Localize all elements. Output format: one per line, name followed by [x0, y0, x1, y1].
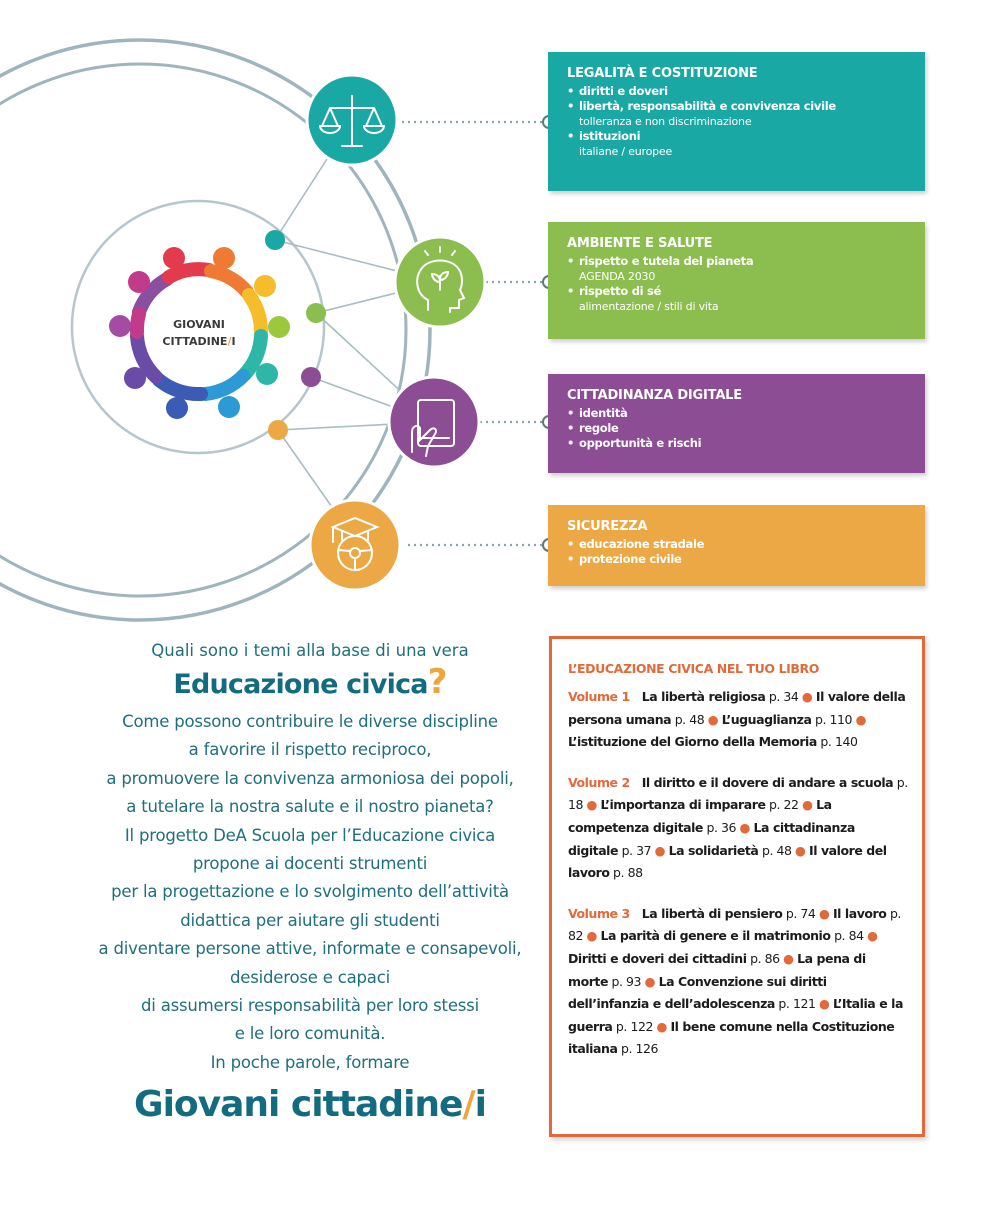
bullet-dot: ●: [583, 928, 601, 944]
intro-line: e le loro comunità.: [234, 1024, 386, 1044]
intro-line: a tutelare la nostra salute e il nostro pianeta?: [126, 797, 494, 817]
theme-subitem: italiane / europee: [579, 145, 673, 158]
intro-heading: Educazione civica?: [173, 662, 447, 702]
intro-line: In poche parole, formare: [210, 1052, 410, 1072]
intro-line: propone ai docenti strumenti: [192, 854, 428, 874]
theme-box-ambiente: [548, 222, 925, 339]
theme-item: • libertà, responsabilità e convivenza civile: [567, 99, 907, 114]
center-label-line2: CITTADINE/I: [162, 335, 236, 348]
dot-teal: [265, 230, 285, 250]
topic-page: p. 22: [769, 797, 799, 813]
theme-subitem: alimentazione / stili di vita: [579, 300, 719, 313]
center-people-ring: [109, 247, 290, 419]
digitale-circle: [389, 377, 479, 467]
dotted-connectors: [396, 122, 543, 545]
topic-title: La competenza digitale: [568, 797, 832, 835]
volume-entry: [568, 772, 908, 885]
bullet-dot: ●: [779, 950, 798, 966]
theme-item: • istituzioni: [567, 129, 907, 144]
volumes-list: [568, 686, 908, 1061]
topic-page: p. 36: [706, 819, 737, 835]
theme-box-sicurezza: [548, 505, 925, 586]
intro-question: Quali sono i temi alla base di una vera: [151, 641, 469, 660]
topic-title: La parità di genere e il matrimonio: [600, 928, 831, 944]
dot-orange: [268, 420, 288, 440]
closing-title: Giovani cittadine/i: [134, 1084, 486, 1126]
topic-title: Il diritto e il dovere di andare a scuola: [641, 774, 894, 790]
intro-paragraph: [60, 708, 560, 1077]
bullet-dot: ●: [652, 1018, 671, 1034]
topic-title: L’istituzione del Giorno della Memoria: [568, 734, 817, 750]
theme-title: SICUREZZA: [567, 519, 648, 534]
topic-page: p. 93: [611, 973, 642, 989]
theme-item: • educazione stradale: [567, 537, 907, 552]
topic-title: La libertà religiosa: [641, 689, 766, 704]
bullet-dot: ●: [815, 996, 833, 1012]
intro-line: per la progettazione e lo svolgimento dell’attività: [111, 882, 509, 902]
topic-title: L’importanza di imparare: [600, 797, 766, 813]
topic-title: Il valore della persona umana: [568, 689, 906, 727]
topic-page: p. 88: [613, 865, 643, 881]
topic-title: L’Italia e la guerra: [568, 996, 903, 1034]
volume-label: Volume 2: [568, 774, 630, 790]
theme-item: • diritti e doveri: [567, 84, 907, 99]
bullet-dot: ●: [863, 928, 878, 944]
theme-box-legalita: [548, 52, 925, 191]
legalita-circle: [307, 75, 397, 165]
ambiente-circle: [395, 237, 485, 327]
bullet-dot: ●: [641, 973, 659, 989]
topic-title: La solidarietà: [668, 842, 759, 858]
topic-page: p. 37: [621, 842, 652, 858]
bullet-dot: ●: [583, 797, 601, 813]
bullet-dot: ●: [704, 711, 722, 727]
theme-item: • regole: [567, 421, 907, 436]
theme-item: • opportunità e rischi: [567, 436, 907, 451]
bullet-dot: ●: [798, 689, 816, 704]
book-title: L’EDUCAZIONE CIVICA NEL TUO LIBRO: [568, 661, 819, 676]
dot-purple: [301, 367, 321, 387]
volume-entry: [568, 686, 908, 754]
bullet-dot: ●: [736, 819, 754, 835]
topic-title: Il lavoro: [832, 905, 887, 921]
intro-line: di assumersi responsabilità per loro stessi: [141, 996, 479, 1016]
theme-title: AMBIENTE E SALUTE: [567, 236, 713, 251]
connector-lines: [275, 120, 440, 540]
topic-title: La Convenzione sui diritti dell’infanzia e dell’adolescenza: [568, 973, 827, 1012]
theme-title: LEGALITÀ E COSTITUZIONE: [567, 66, 758, 81]
bullet-dot: ●: [815, 905, 833, 921]
topic-title: Il valore del lavoro: [568, 842, 887, 881]
bullet-dot: ●: [798, 797, 817, 813]
theme-title: CITTADINANZA DIGITALE: [567, 388, 742, 403]
dot-green: [306, 303, 326, 323]
topic-page: p. 126: [620, 1041, 659, 1057]
question-mark: ?: [427, 662, 447, 702]
volume-label: Volume 1: [568, 689, 630, 704]
topic-page: p. 110: [815, 711, 853, 727]
intro-line: didattica per aiutare gli studenti: [180, 910, 440, 930]
topic-page: p. 86: [750, 950, 780, 966]
topic-page: p. 18: [568, 774, 908, 813]
topic-title: Diritti e doveri dei cittadini: [568, 950, 747, 966]
topic-page: p. 140: [820, 734, 858, 750]
theme-item: • identità: [567, 406, 907, 421]
topic-title: La cittadinanza digitale: [568, 819, 855, 858]
topic-page: p. 48: [761, 842, 792, 858]
topic-page: p. 82: [568, 905, 901, 944]
sicurezza-circle: [310, 500, 400, 590]
topic-page: p. 34: [768, 689, 799, 704]
bullet-dot: ●: [852, 711, 867, 727]
topic-title: La libertà di pensiero: [641, 905, 783, 921]
topic-title: Il bene comune nella Costituzione italiana: [568, 1018, 895, 1057]
bullet-dot: ●: [791, 842, 810, 858]
volume-label: Volume 3: [568, 905, 630, 921]
topic-page: p. 74: [785, 905, 816, 921]
topic-page: p. 48: [674, 711, 705, 727]
theme-item: • rispetto e tutela del pianeta: [567, 254, 907, 269]
topic-page: p. 121: [778, 996, 816, 1012]
bullet-dot: ●: [651, 842, 669, 858]
topic-title: L’uguaglianza: [721, 711, 812, 727]
center-label-line1: GIOVANI: [173, 318, 225, 331]
intro-line: a favorire il rispetto reciproco,: [188, 740, 432, 760]
intro-line: a promuovere la convivenza armoniosa dei popoli,: [106, 768, 514, 788]
theme-item: • rispetto di sé: [567, 284, 907, 299]
theme-box-digitale: [548, 374, 925, 473]
theme-subitem: AGENDA 2030: [579, 270, 656, 283]
book-box: [549, 636, 925, 1137]
intro-section: [60, 636, 560, 1129]
intro-line: Il progetto DeA Scuola per l’Educazione civica: [124, 825, 496, 845]
intro-line: a diventare persone attive, informate e consapevoli,: [98, 939, 522, 959]
theme-item: • protezione civile: [567, 552, 907, 567]
intro-line: Come possono contribuire le diverse discipline: [122, 712, 498, 731]
topic-page: p. 84: [834, 928, 864, 944]
intro-line: desiderose e capaci: [230, 967, 390, 987]
topic-title: La pena di morte: [568, 950, 866, 989]
theme-subitem: tolleranza e non discriminazione: [579, 115, 752, 128]
topic-page: p. 122: [615, 1018, 653, 1034]
volume-entry: [568, 903, 908, 1061]
